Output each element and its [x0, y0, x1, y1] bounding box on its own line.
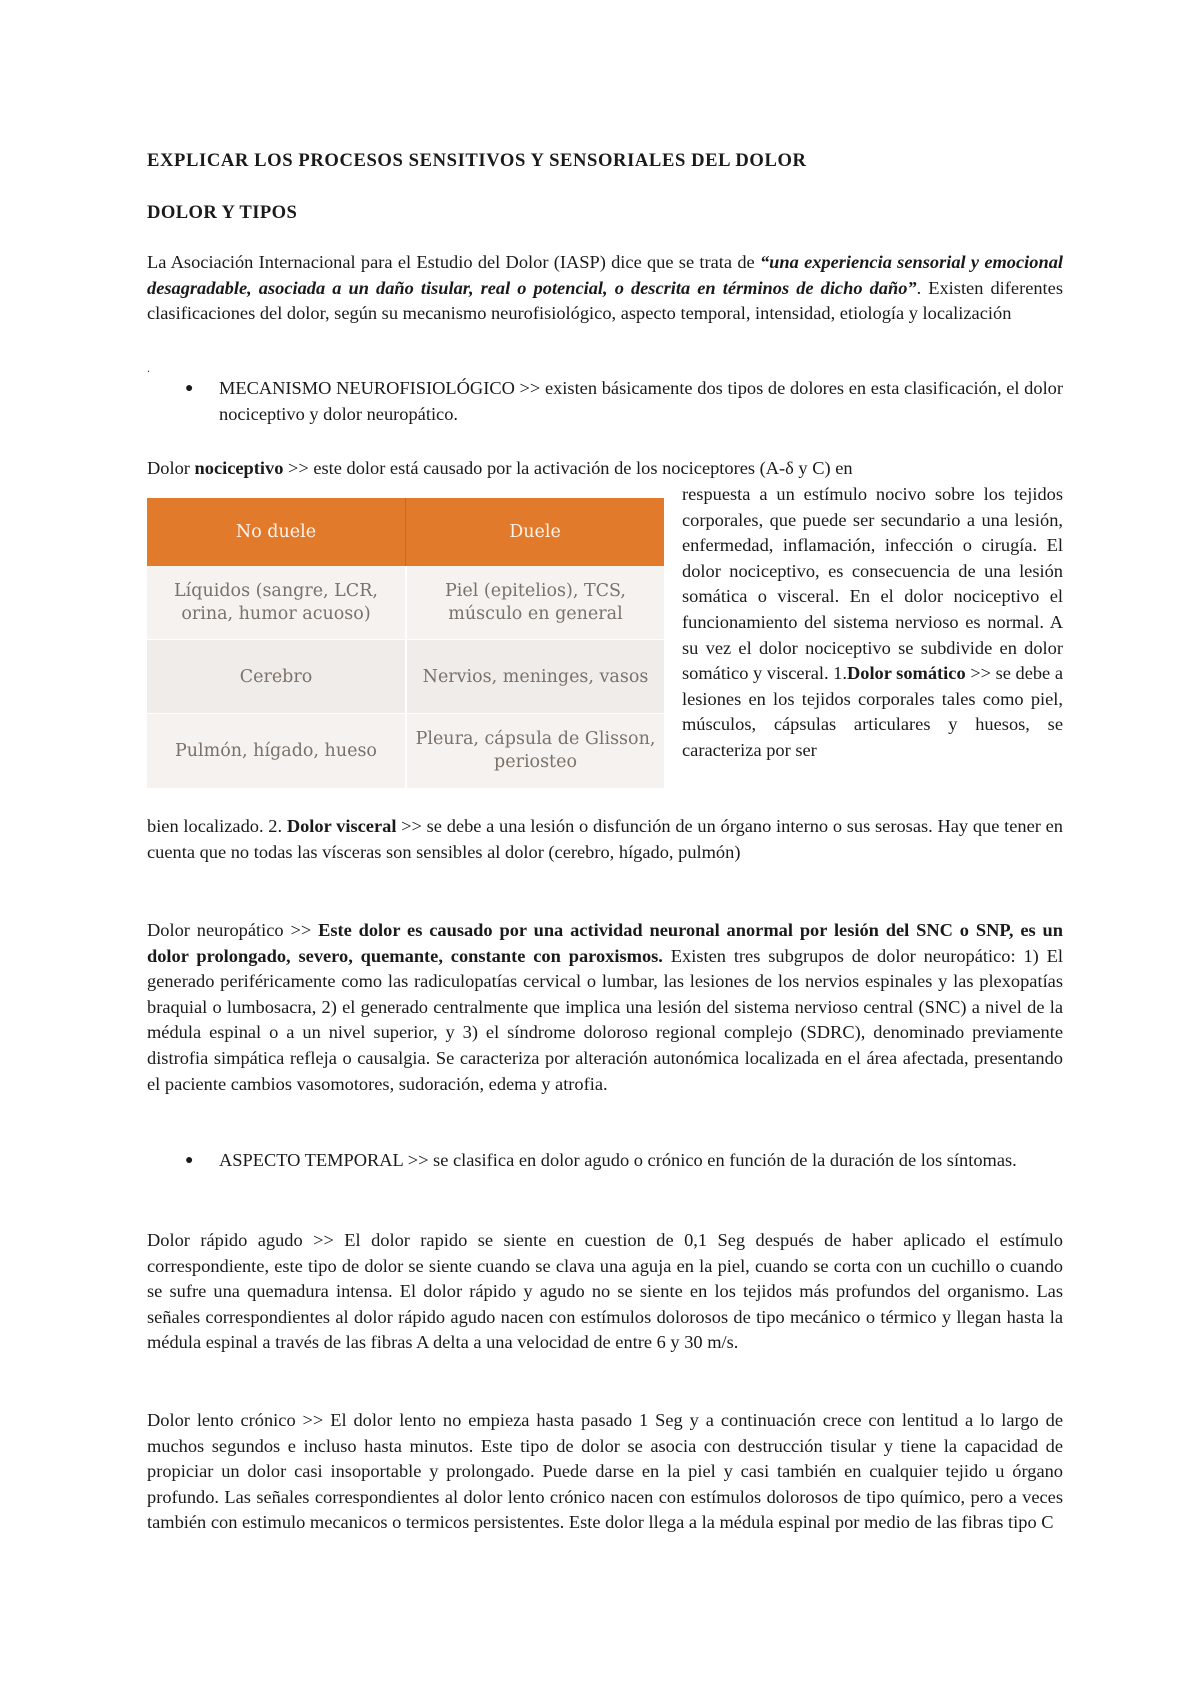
section-heading: DOLOR Y TIPOS: [147, 202, 298, 223]
nociceptivo-first-line: [147, 456, 1063, 482]
somatico-term: Dolor somático: [846, 663, 966, 684]
continuation-text: bien localizado. 2.: [147, 816, 287, 836]
stray-dot: .: [147, 361, 150, 375]
nociceptivo-label: Dolor: [147, 458, 195, 478]
iasp-definition-quote: “una experiencia sensorial y emocional desagradable, asociada a un daño tisular, real o potencial, o descrita en términos de dicho daño”: [147, 252, 1063, 298]
table-row: [147, 640, 664, 714]
table-cell: Líquidos (sangre, LCR, orina, humor acuoso): [174, 581, 378, 624]
neuropatico-paragraph: [147, 918, 1063, 1097]
nociceptivo-term: nociceptivo: [194, 458, 284, 478]
table-header-cell: No duele: [235, 521, 317, 542]
table-cell: Pleura, cápsula de Glisson, periosteo: [405, 714, 664, 788]
table-cell: Pulmón, hígado, hueso: [175, 740, 377, 761]
table-cell: Nervios, meninges, vasos: [405, 640, 664, 714]
table-cell: Cerebro: [239, 666, 313, 687]
neuropatico-label: Dolor neuropático >>: [147, 920, 319, 940]
lento-paragraph: Dolor lento crónico >> El dolor lento no empieza hasta pasado 1 Seg y a continuación crece con lentitud a lo largo de muchos segundos e incluso hasta minutos. Este tipo de dolor se asocia con destrucción tisular y tiene la capacidad de propiciar un dolor casi insoportable y prolongado. Puede darse en la piel y casi también en cualquier tejido u órgano profundo. Las señales correspondientes al dolor lento crónico nacen con estímulos dolorosos de tipo químico, pero a veces también con estimulo mecanicos o termicos persistentes. Este dolor llega a la médula espinal por medio de las fibras tipo C: [147, 1410, 1063, 1533]
bullet-text: ASPECTO TEMPORAL >> se clasifica en dolor agudo o crónico en función de la duración de los síntomas.: [219, 1150, 1017, 1170]
nociceptivo-side-column: [682, 482, 1063, 764]
bullet-icon: ●: [185, 381, 194, 396]
table-row: [147, 714, 664, 788]
table-cell: Piel (epitelios), TCS, músculo en general: [405, 566, 664, 640]
intro-text-end: . Existen diferentes clasificaciones del dolor, según su mecanismo neurofisiológico, aspecto temporal, intensidad, etiología y localización: [147, 277, 1063, 324]
table-header-row: [147, 498, 664, 566]
bullet-icon: ●: [185, 1153, 194, 1168]
bullet-text: MECANISMO NEUROFISIOLÓGICO >> existen básicamente dos tipos de dolores en esta clasificación, el dolor nociceptivo y dolor neuropático.: [219, 378, 1063, 424]
pain-sensitivity-table: [147, 498, 664, 788]
visceral-term: Dolor visceral: [286, 816, 397, 836]
neuropatico-text: Existen tres subgrupos de dolor neuropático: 1) El generado periféricamente como las radiculopatías cervical o lumbar, las lesiones de los nervios espinales y las plexopatías braquial o lumbosacra, 2) el generado centralmente que implica una lesión del sistema nervioso central (SNC) a nivel de la médula espinal o a un nivel superior, y 3) el síndrome doloroso regional complejo (SDRC), denominado previamente distrofia simpática refleja o causalgia. Se caracteriza por alteración autonómica localizada en el área afectada, presentando el paciente cambios vasomotores, sudoración, edema y atrofia.: [147, 945, 1063, 1094]
somatico-text: >> se debe a lesiones en los tejidos corporales tales como piel, músculos, cápsulas articulares y huesos, se caracteriza por ser: [682, 663, 1063, 760]
nociceptivo-continuation: [147, 814, 1063, 865]
visceral-text: >> se debe a una lesión o disfunción de un órgano interno o sus serosas. Hay que tener en cuenta que no todas las vísceras son sensibles al dolor (cerebro, hígado, pulmón): [147, 816, 1063, 862]
nociceptivo-text: >> este dolor está causado por la activación de los nociceptores (A-δ y C) en: [283, 458, 853, 478]
side-text: respuesta a un estímulo nocivo sobre los tejidos corporales, que puede ser secundario a una lesión, enfermedad, inflamación, infección o cirugía. El dolor nociceptivo, es consecuencia de una lesión somática o visceral. En el dolor nociceptivo el funcionamiento del sistema nervioso es normal. A su vez el dolor nociceptivo se subdivide en dolor somático y visceral. 1.: [682, 484, 1063, 684]
intro-text: La Asociación Internacional para el Estudio del Dolor (IASP) dice que se trata de: [147, 252, 760, 272]
table-header-cell: Duele: [405, 498, 664, 566]
intro-paragraph: [147, 250, 1063, 327]
page-title: EXPLICAR LOS PROCESOS SENSITIVOS Y SENSORIALES DEL DOLOR: [147, 150, 807, 171]
rapido-paragraph: Dolor rápido agudo >> El dolor rapido se siente en cuestion de 0,1 Seg después de haber aplicado el estímulo correspondiente, este tipo de dolor se siente cuando se clava una aguja en la piel, cuando se corta con un cuchillo o cuando se sufre una quemadura intensa. El dolor rápido y agudo no se siente en los tejidos más profundos del organismo. Las señales correspondientes al dolor rápido agudo nacen con estímulos dolorosos de tipo mecánico o térmico y llegan hasta la médula espinal a través de las fibras A delta a una velocidad de entre 6 y 30 m/s.: [147, 1230, 1063, 1353]
neuropatico-definition: Este dolor es causado por una actividad neuronal anormal por lesión del SNC o SNP, es un dolor prolongado, severo, quemante, constante con paroxismos.: [147, 920, 1064, 966]
table-row: [147, 566, 664, 640]
